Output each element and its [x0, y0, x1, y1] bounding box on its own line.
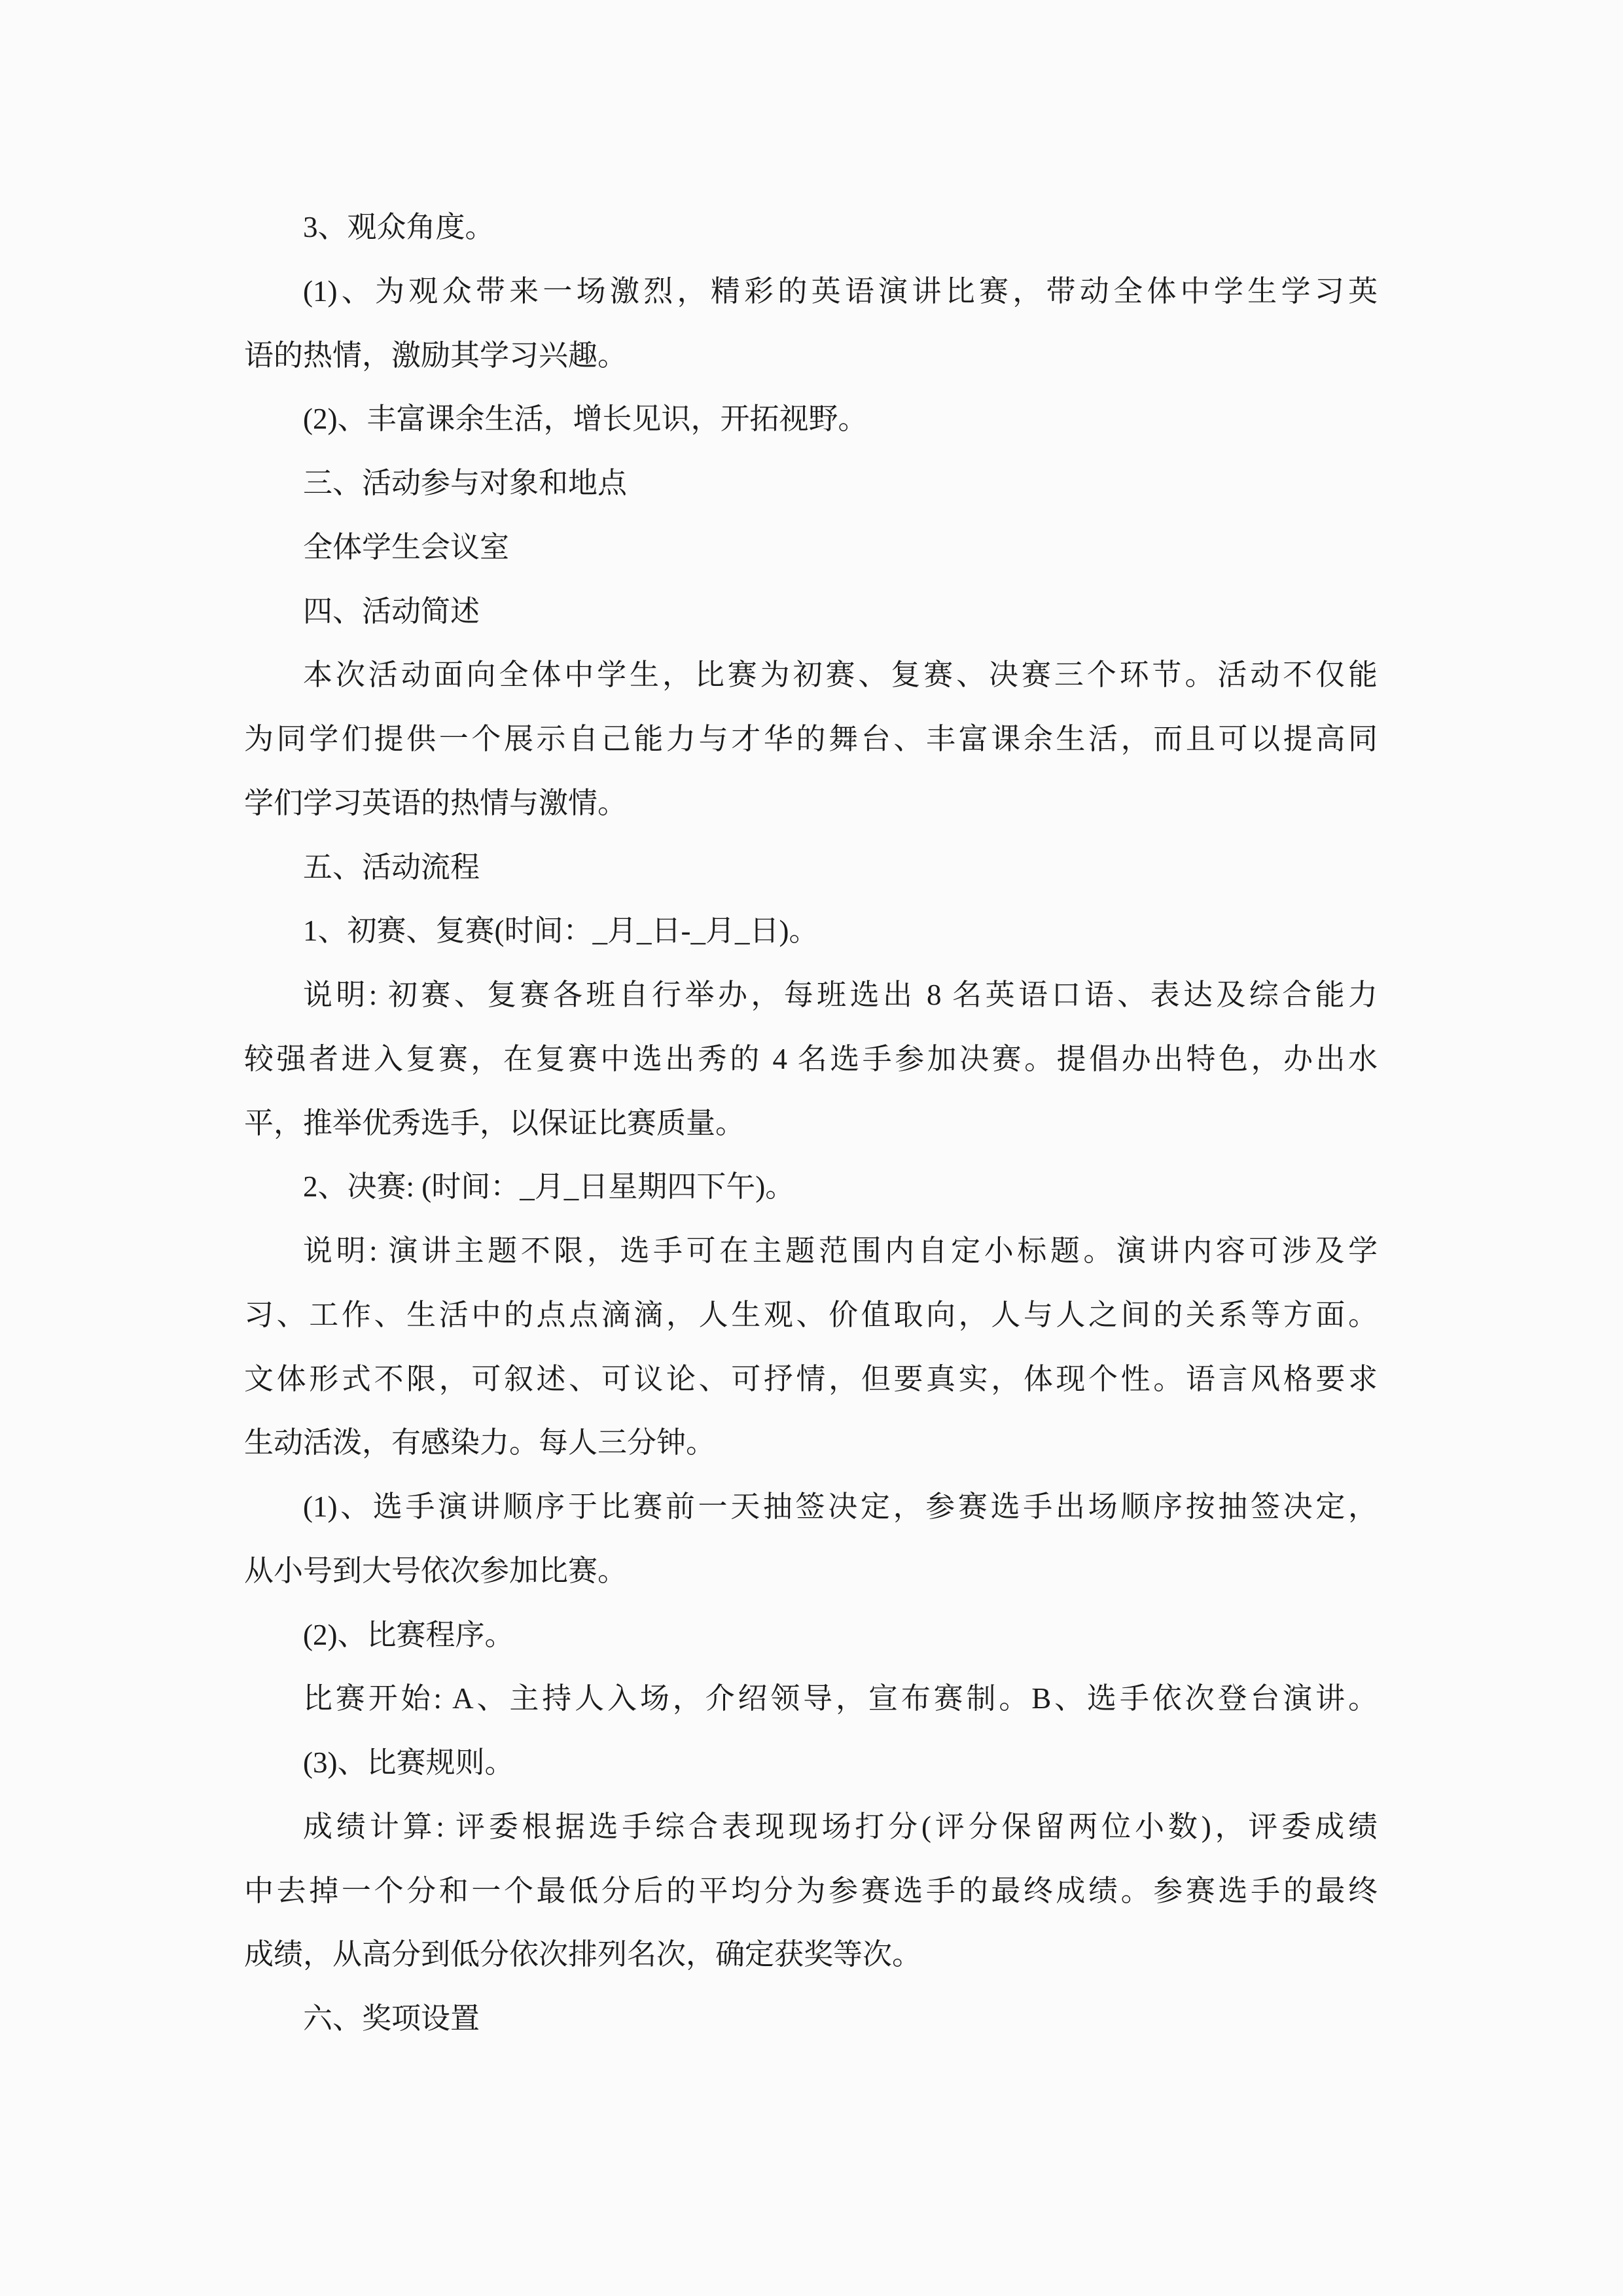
- text-line: 比赛开始: A、主持人入场，介绍领导，宣布赛制。B、选手依次登台演讲。: [303, 1682, 1378, 1715]
- text-line: (1)、选手演讲顺序于比赛前一天抽签决定，参赛选手出场顺序按抽签决定，: [303, 1490, 1378, 1523]
- text-line: 六、奖项设置: [303, 2002, 480, 2035]
- document-body: [244, 196, 1378, 2051]
- text-line: 文体形式不限，可叙述、可议论、可抒情，但要真实，体现个性。语言风格要求: [244, 1362, 1378, 1395]
- text-line: 为同学们提供一个展示自己能力与才华的舞台、丰富课余生活，而且可以提高同: [244, 723, 1378, 755]
- text-line: 三、活动参与对象和地点: [303, 467, 628, 499]
- text-line: (2)、丰富课余生活，增长见识，开拓视野。: [303, 403, 868, 436]
- text-line: 全体学生会议室: [303, 530, 510, 564]
- text-line: 3、观众角度。: [303, 211, 495, 243]
- text-line: 1、初赛、复赛(时间：_月_日-_月_日)。: [303, 914, 819, 948]
- text-line: 平，推举优秀选手，以保证比赛质量。: [244, 1106, 745, 1139]
- text-line: 习、工作、生活中的点点滴滴，人生观、价值取向，人与人之间的关系等方面。: [244, 1298, 1378, 1331]
- text-line: 说明: 演讲主题不限，选手可在主题范围内自定小标题。演讲内容可涉及学: [303, 1234, 1378, 1267]
- text-line: 语的热情，激励其学习兴趣。: [244, 338, 628, 372]
- text-line: (2)、比赛程序。: [303, 1618, 514, 1651]
- text-line: 学们学习英语的热情与激情。: [244, 786, 628, 819]
- text-line: 成绩计算: 评委根据选手综合表现现场打分(评分保留两位小数)，评委成绩: [303, 1810, 1378, 1843]
- text-line: 五、活动流程: [303, 850, 480, 884]
- text-line: (3)、比赛规则。: [303, 1746, 514, 1779]
- text-line: 较强者进入复赛，在复赛中选出秀的 4 名选手参加决赛。提倡办出特色，办出水: [244, 1042, 1378, 1075]
- text-line: 从小号到大号依次参加比赛。: [244, 1554, 628, 1587]
- text-line: (1)、为观众带来一场激烈，精彩的英语演讲比赛，带动全体中学生学习英: [303, 274, 1378, 308]
- text-line: 四、活动简述: [303, 594, 480, 628]
- text-line: 2、决赛: (时间：_月_日星期四下午)。: [303, 1170, 795, 1204]
- text-line: 本次活动面向全体中学生，比赛为初赛、复赛、决赛三个环节。活动不仅能: [303, 658, 1378, 692]
- text-line: 中去掉一个分和一个最低分后的平均分为参赛选手的最终成绩。参赛选手的最终: [244, 1874, 1378, 1907]
- text-line: 成绩，从高分到低分依次排列名次，确定获奖等次。: [244, 1938, 922, 1971]
- text-line: 说明: 初赛、复赛各班自行举办，每班选出 8 名英语口语、表达及综合能力: [303, 978, 1378, 1011]
- text-line: 生动活泼，有感染力。每人三分钟。: [244, 1426, 716, 1460]
